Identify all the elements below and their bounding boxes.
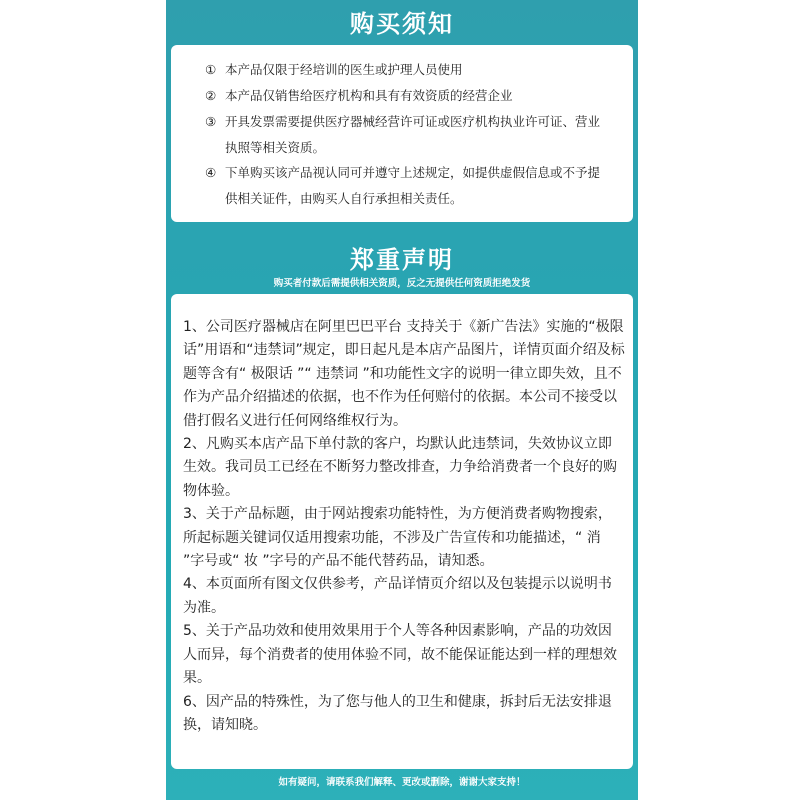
info-panel — [166, 0, 638, 800]
declaration-subtitle: 购买者付款后需提供相关资质，反之无提供任何资质拒绝发货 — [273, 278, 531, 289]
declaration-paragraph: 1、公司医疗器械店在阿里巴巴平台 支持关于《新广告法》实施的“极限话”用语和“违禁词”规定，即日起凡是本店产品图片，详情页面介绍及标题等含有“ 极限话 ”“ 违禁词 ”和功能性文字的说明一律立即失效，且不作为产品介绍描述的依据，也不作为任何赔付的依据。本公司不接受以借打假名义进行任何网络维权行为。 — [183, 319, 625, 429]
notice-item-text: 下单购买该产品视认同可并遵守上述规定，如提供虚假信息或不予提供相关证件，由购买人自行承担相关责任。 — [225, 165, 601, 206]
notice-item-number: ④ — [205, 165, 217, 180]
declaration-body — [183, 316, 625, 737]
notice-item — [205, 109, 605, 161]
declaration-card — [171, 294, 633, 769]
purchase-notice-title: 购买须知 — [350, 10, 454, 38]
declaration-paragraph: 4、本页面所有图文仅供参考，产品详情页介绍以及包装提示以说明书为准。 — [183, 576, 612, 616]
footer-note: 如有疑问，请联系我们解释、更改或删除，谢谢大家支持！ — [278, 777, 526, 788]
notice-item — [205, 57, 625, 83]
declaration-paragraph: 5、关于产品功效和使用效果用于个人等各种因素影响，产品的功效因人而异，每个消费者的使用体验不同，故不能保证能达到一样的理想效果。 — [183, 623, 617, 687]
notice-item-text: 开具发票需要提供医疗器械经营许可证或医疗机构执业许可证、营业执照等相关资质。 — [225, 114, 601, 155]
notice-item — [205, 83, 625, 109]
notice-item-text: 本产品仅销售给医疗机构和具有有效资质的经营企业 — [225, 88, 513, 103]
purchase-notice-card — [171, 45, 633, 222]
notice-item-number: ② — [205, 88, 217, 103]
declaration-title: 郑重声明 — [350, 246, 454, 274]
declaration-paragraph: 2、凡购买本店产品下单付款的客户，均默认此违禁词，失效协议立即生效。我司员工已经在不断努力整改排查，力争给消费者一个良好的购物体验。 — [183, 436, 617, 499]
declaration-paragraph: 3、关于产品标题，由于网站搜索功能特性，为方便消费者购物搜索，所起标题关键词仅适用搜索功能，不涉及广告宣传和功能描述，“ 消 ”字号或“ 妆 ”字号的产品不能代替药品，请知悉。 — [183, 506, 612, 570]
declaration-paragraph: 6、因产品的特殊性，为了您与他人的卫生和健康，拆封后无法安排退换，请知晓。 — [183, 693, 612, 733]
notice-item — [205, 160, 605, 212]
notice-item-number: ③ — [205, 114, 217, 129]
notice-item-text: 本产品仅限于经培训的医生或护理人员使用 — [225, 62, 463, 77]
notice-item-number: ① — [205, 62, 217, 77]
